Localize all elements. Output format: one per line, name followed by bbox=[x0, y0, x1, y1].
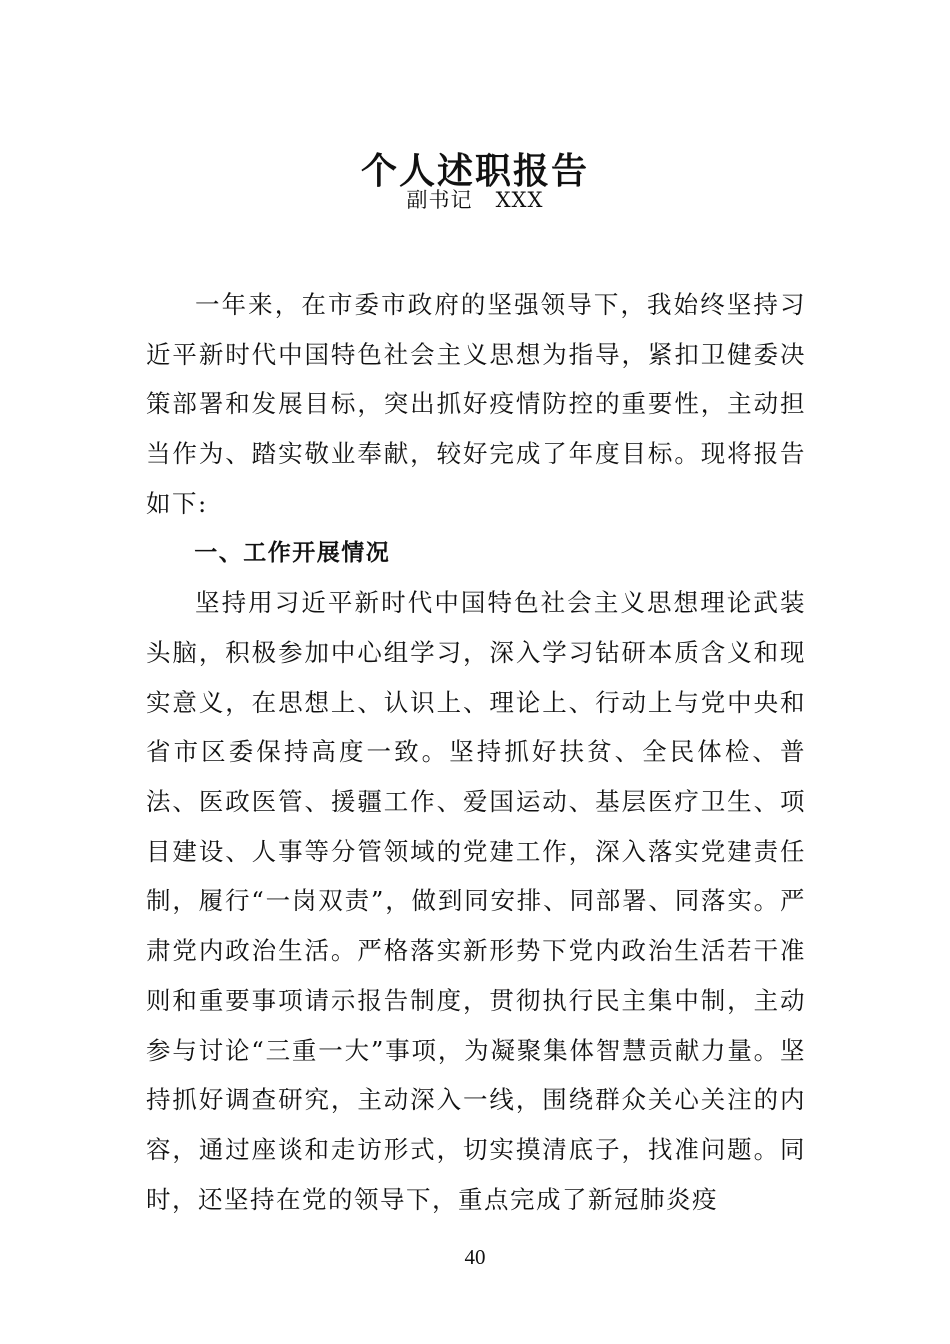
section-heading: 一、工作开展情况 bbox=[194, 539, 391, 566]
section-paragraph: 坚持用习近平新时代中国特色社会主义思想理论武装头脑，积极参加中心组学习，深入学习钻研本质含义和现实意义，在思想上、认识上、理论上、行动上与党中央和省市区委保持高度一致。坚持抓好扶贫、全民体检、普法、医政医管、援疆工作、爱国运动、基层医疗卫生、项目建设、人事等分管领域的党建工作，深入落实党建责任制，履行“一岗双责”，做到同安排、同部署、同落实。严肃党内政治生活。严格落实新形势下党内政治生活若干准则和重要事项请示报告制度，贯彻执行民主集中制，主动参与讨论“三重一大”事项，为凝聚集体智慧贡献力量。坚持抓好调查研究，主动深入一线，围绕群众关心关注的内容，通过座谈和走访形式，切实摸清底子，找准问题。同时，还坚持在党的领导下，重点完成了新冠肺炎疫 bbox=[146, 588, 806, 1214]
intro-paragraph: 一年来，在市委市政府的坚强领导下，我始终坚持习近平新时代中国特色社会主义思想为指导，紧扣卫健委决策部署和发展目标，突出抓好疫情防控的重要性，主动担当作为、踏实敬业奉献，较好完成了年度目标。现将报告如下: bbox=[146, 290, 806, 518]
document-title: 个人述职报告 bbox=[360, 150, 589, 193]
page-number: 40 bbox=[464, 1245, 486, 1269]
document-subtitle: 副书记 XXX bbox=[406, 188, 544, 212]
document-body bbox=[146, 280, 806, 1224]
